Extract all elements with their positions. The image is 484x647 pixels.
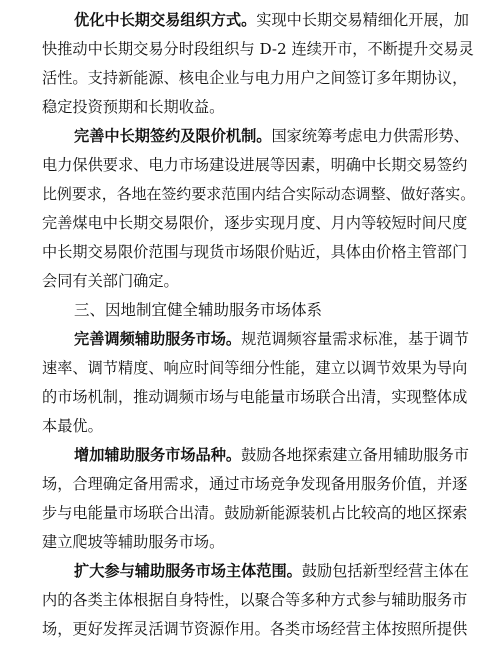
paragraph-line: 会同有关部门确定。 xyxy=(42,272,179,290)
paragraph-line: 电力保供要求、电力市场建设进展等因素，明确中长期交易签约 xyxy=(42,156,468,174)
paragraph-first-line xyxy=(74,444,469,466)
paragraph-lead: 完善中长期签约及限价机制。 xyxy=(74,127,272,145)
paragraph-line: 内的各类主体根据自身特性，以聚合等多种方式参与辅助服务市 xyxy=(42,591,468,609)
paragraph-first-line xyxy=(74,9,469,31)
paragraph-line: 速率、调节精度、响应时间等细分性能，建立以调节效果为导向 xyxy=(42,359,468,377)
paragraph-line: 本最优。 xyxy=(42,417,103,435)
paragraph-first-line xyxy=(74,328,469,350)
paragraph-first-line xyxy=(74,560,469,582)
paragraph-first-line xyxy=(74,125,469,147)
paragraph-lead: 增加辅助服务市场品种。 xyxy=(74,446,242,464)
paragraph-text: 规范调频容量需求标准，基于调节 xyxy=(241,330,469,348)
paragraph-text: 实现中长期交易精细化开展，加 xyxy=(256,11,469,29)
paragraph-line: 比例要求，各地在签约要求范围内结合实际动态调整、做好落实。 xyxy=(42,185,476,203)
paragraph-line: 稳定投资预期和长期收益。 xyxy=(42,98,225,116)
paragraph-line: 活性。支持新能源、核电企业与电力用户之间签订多年期协议， xyxy=(42,69,468,87)
paragraph-line: 场，更好发挥灵活调节资源作用。各类市场经营主体按照所提供 xyxy=(42,620,468,638)
paragraph-line: 步与电能量市场联合出清。鼓励新能源装机占比较高的地区探索 xyxy=(42,504,468,522)
paragraph-text: 鼓励各地探索建立备用辅助服务市 xyxy=(241,446,469,464)
paragraph-lead: 优化中长期交易组织方式。 xyxy=(74,11,257,29)
section-heading: 三、因地制宜健全辅助服务市场体系 xyxy=(74,301,323,319)
paragraph-line: 场，合理确定备用需求，通过市场竞争发现备用服务价值，并逐 xyxy=(42,475,468,493)
paragraph-line: 中长期交易限价范围与现货市场限价贴近，具体由价格主管部门 xyxy=(42,243,468,261)
paragraph-text: 鼓励包括新型经营主体在 xyxy=(301,562,469,580)
paragraph-line: 完善煤电中长期交易限价，逐步实现月度、月内等较短时间尺度 xyxy=(42,214,468,232)
paragraph-line: 建立爬坡等辅助服务市场。 xyxy=(42,533,225,551)
paragraph-text: 国家统筹考虑电力供需形势、 xyxy=(271,127,469,145)
paragraph-lead: 完善调频辅助服务市场。 xyxy=(74,330,242,348)
paragraph-line: 快推动中长期交易分时段组织与 D-2 连续开市，不断提升交易灵 xyxy=(42,40,474,58)
paragraph-line: 的市场机制，推动调频市场与电能量市场联合出清，实现整体成 xyxy=(42,388,468,406)
paragraph-lead: 扩大参与辅助服务市场主体范围。 xyxy=(74,562,302,580)
